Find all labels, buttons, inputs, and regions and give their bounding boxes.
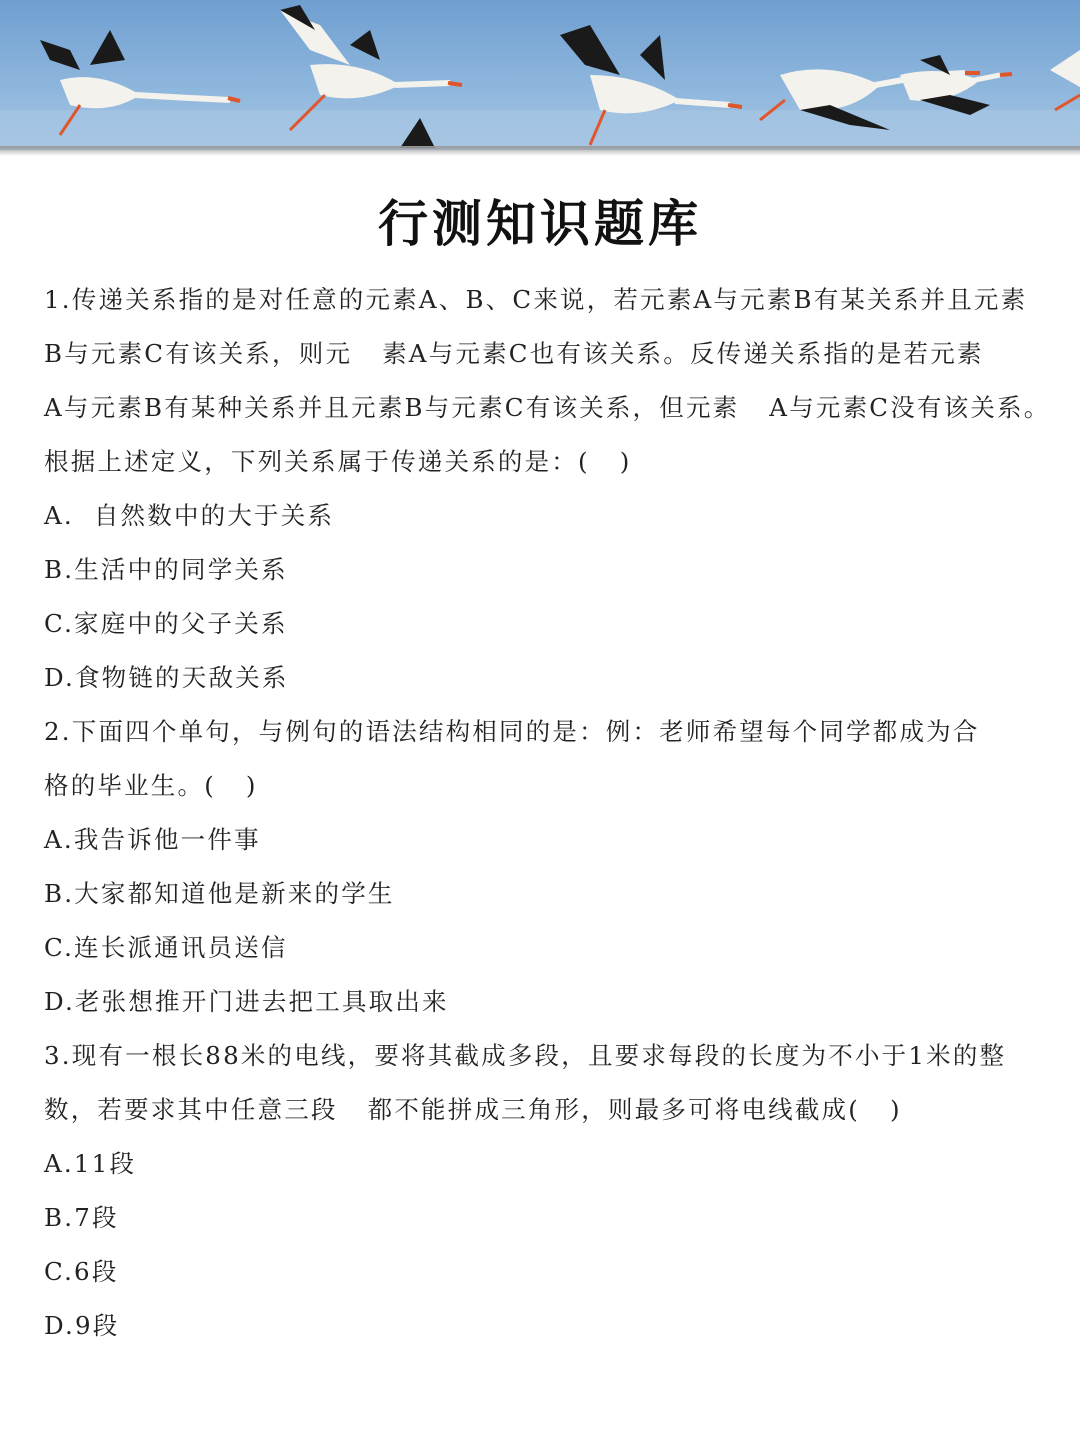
question-1-option-d: D.食物链的天敌关系 (44, 663, 289, 692)
banner-shadow (0, 146, 1080, 156)
crane-5 (900, 55, 1012, 115)
question-2-line-1: 2.下面四个单句，与例句的语法结构相同的是：例：老师希望每个同学都成为合 (44, 717, 980, 746)
question-2-option-a: A.我告诉他一件事 (44, 825, 261, 854)
question-3-line-1: 3.现有一根长88米的电线，要将其截成多段，且要求每段的长度为不小于1米的整 (44, 1041, 1007, 1070)
question-1-line-2: B与元素C有该关系，则元 素A与元素C也有该关系。反传递关系指的是若元素 (44, 339, 984, 368)
question-3-option-d: D.9段 (44, 1311, 120, 1340)
question-1-option-c: C.家庭中的父子关系 (44, 609, 288, 638)
question-3-line-2: 数，若要求其中任意三段 都不能拼成三角形，则最多可将电线截成( ) (44, 1095, 902, 1124)
question-2-option-d: D.老张想推开门进去把工具取出来 (44, 987, 449, 1016)
crane-6 (1050, 50, 1080, 110)
question-2-option-c: C.连长派通讯员送信 (44, 933, 288, 962)
question-3-option-a: A.11段 (44, 1149, 137, 1178)
question-1-option-a: A. 自然数中的大于关系 (44, 501, 335, 530)
question-3-option-c: C.6段 (44, 1257, 119, 1286)
question-1-line-3: A与元素B有某种关系并且元素B与元素C有该关系，但元素 A与元素C没有该关系。 (44, 393, 1051, 422)
cranes-flying-icon (0, 0, 1080, 150)
question-2-option-b: B.大家都知道他是新来的学生 (44, 879, 395, 908)
question-2-line-2: 格的毕业生。( ) (44, 771, 258, 800)
question-1-line-1: 1.传递关系指的是对任意的元素A、B、C来说，若元素A与元素B有某关系并且元素 (44, 285, 1028, 314)
page-title: 行测知识题库 (378, 194, 702, 253)
question-1-option-b: B.生活中的同学关系 (44, 555, 288, 584)
question-3-option-b: B.7段 (44, 1203, 119, 1232)
question-1-line-4: 根据上述定义，下列关系属于传递关系的是：( ) (44, 447, 632, 476)
banner-image (0, 0, 1080, 150)
